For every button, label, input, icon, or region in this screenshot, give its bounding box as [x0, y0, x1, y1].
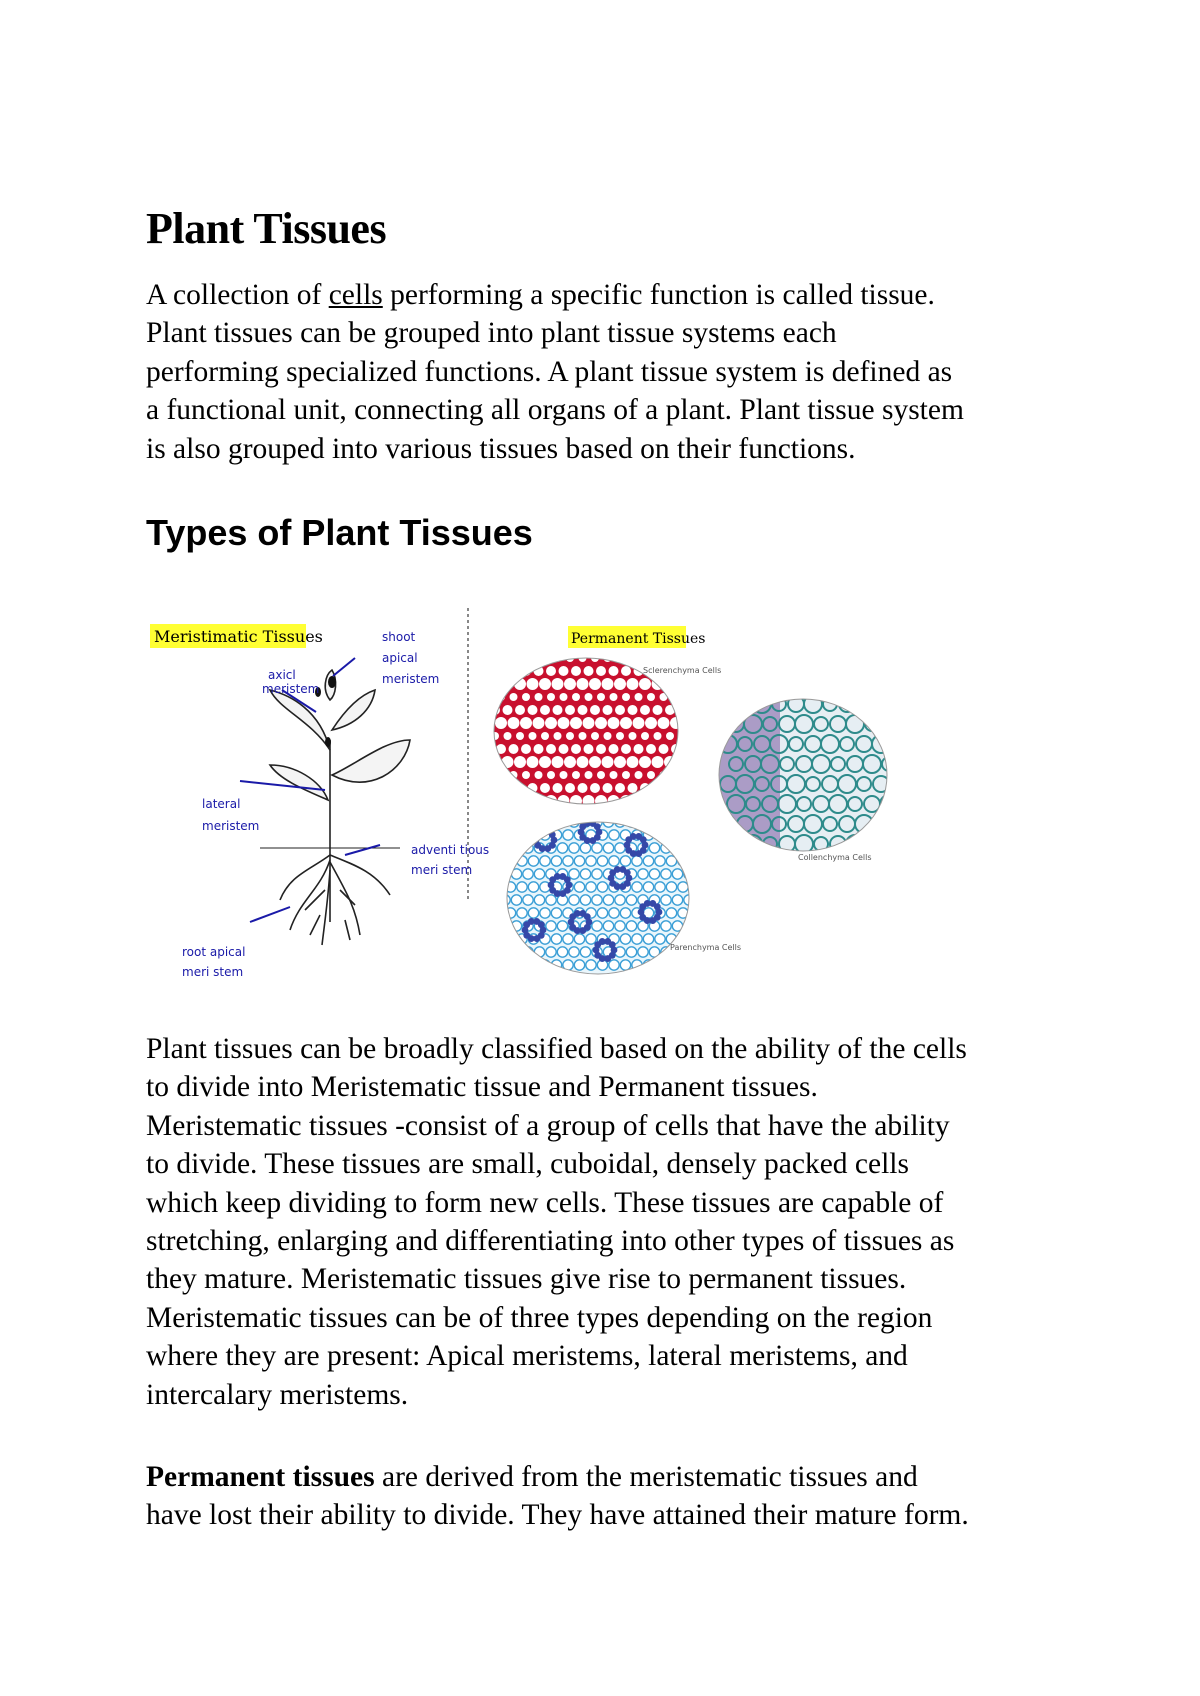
- intro-paragraph: [146, 276, 1106, 468]
- lateral-meristem-label-2: meristem: [202, 819, 260, 833]
- permanent-line-1: [146, 1458, 1106, 1496]
- body-line-2: to divide into Meristematic tissue and Permanent tissues.: [146, 1071, 818, 1104]
- body-line-4: to divide. These tissues are small, cuboidal, densely packed cells: [146, 1148, 909, 1181]
- body-line-1: Plant tissues can be broadly classified based on the ability of the cells: [146, 1033, 967, 1065]
- intro-line-1-start: A collection of: [146, 279, 329, 311]
- shoot-apical-label-3: meristem: [382, 672, 440, 686]
- root-apical-label-2: meri stem: [182, 965, 244, 979]
- intro-line-4: a functional unit, connecting all organs of a plant. Plant tissue system: [146, 394, 964, 427]
- permanent-line-2: have lost their ability to divide. They have attained their mature form.: [146, 1499, 969, 1532]
- shoot-apical-label-2: apical: [382, 651, 418, 665]
- intro-line-2: Plant tissues can be grouped into plant tissue systems each: [146, 317, 837, 350]
- classification-paragraph: [146, 1030, 1106, 1414]
- intro-line-1: [146, 276, 1106, 314]
- body-line-9: where they are present: Apical meristems, lateral meristems, and: [146, 1340, 908, 1373]
- intro-line-1-end: performing a specific function is called tissue.: [382, 279, 935, 311]
- section-heading: Types of Plant Tissues: [146, 512, 533, 553]
- permanent-heading: Permanent Tissues: [571, 631, 706, 647]
- adventitious-meristem-label-2: meri stem: [411, 863, 473, 877]
- parenchyma-micrograph: [500, 815, 700, 985]
- body-line-8: Meristematic tissues can be of three types depending on the region: [146, 1301, 933, 1334]
- shoot-apical-label-1: shoot: [382, 630, 416, 644]
- parenchyma-caption: Parenchyma Cells: [670, 943, 742, 952]
- plant-illustration: [260, 670, 410, 945]
- sclerenchyma-micrograph: [489, 650, 695, 820]
- lateral-meristem-label-1: lateral: [202, 797, 241, 811]
- meristematic-heading: Meristimatic Tissues: [154, 627, 323, 646]
- body-line-10: intercalary meristems.: [146, 1378, 409, 1411]
- body-line-7: they mature. Meristematic tissues give rise to permanent tissues.: [146, 1263, 907, 1296]
- root-apical-label-1: root apical: [182, 945, 246, 959]
- plant-tissues-figure: [150, 600, 910, 990]
- permanent-paragraph: [146, 1458, 1106, 1535]
- intro-line-5: is also grouped into various tissues based on their functions.: [146, 432, 856, 465]
- permanent-term: Permanent tissues: [146, 1461, 375, 1493]
- intro-line-3: performing specialized functions. A plant tissue system is defined as: [146, 355, 953, 388]
- cells-link[interactable]: cells: [328, 279, 383, 311]
- body-line-3: Meristematic tissues -consist of a group of cells that have the ability: [146, 1109, 950, 1142]
- adventitious-meristem-label-1: adventi tious: [411, 843, 490, 857]
- axial-meristem-label-1: axicl: [268, 668, 296, 682]
- permanent-line-1-rest: are derived from the meristematic tissues and: [374, 1461, 918, 1493]
- body-line-6: stretching, enlarging and differentiating into other types of tissues as: [146, 1225, 955, 1258]
- page-title: Plant Tissues: [146, 204, 387, 253]
- axial-meristem-label-2: meristem: [262, 682, 320, 696]
- sclerenchyma-caption: Sclerenchyma Cells: [643, 666, 722, 675]
- collenchyma-micrograph: [710, 695, 900, 855]
- body-line-5: which keep dividing to form new cells. These tissues are capable of: [146, 1186, 944, 1219]
- collenchyma-caption: Collenchyma Cells: [798, 853, 872, 862]
